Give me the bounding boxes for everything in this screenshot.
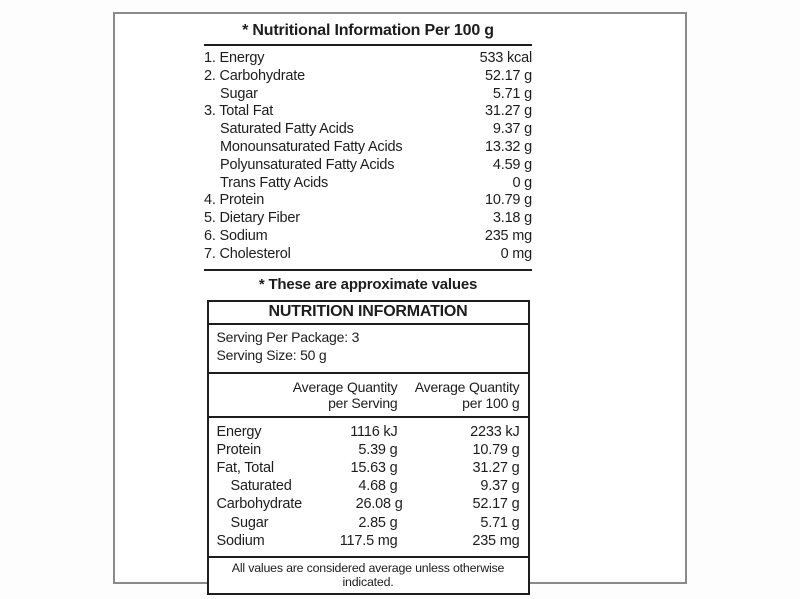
nutrient-name: 7. Cholesterol — [204, 245, 291, 262]
per-100g-value: 5.71 g — [480, 514, 520, 531]
nutrient-name: 6. Sodium — [204, 227, 268, 244]
per-100g-section — [204, 22, 532, 595]
nutrient-row — [204, 121, 532, 139]
per-100g-value: 235 mg — [472, 532, 520, 549]
table-row — [217, 532, 520, 550]
per-serving-value: 15.63 g — [350, 459, 398, 476]
nutrient-value: 52.17 g — [485, 67, 532, 84]
per-100g-title: * Nutritional Information Per 100 g — [204, 22, 532, 46]
serving-info — [209, 325, 528, 374]
nutrient-name: Trans Fatty Acids — [220, 174, 329, 191]
nutrition-information-panel — [207, 300, 530, 595]
nutrient-name: 5. Dietary Fiber — [204, 210, 300, 227]
per-serving-value: 5.39 g — [358, 441, 398, 458]
nutrient-row — [204, 157, 532, 175]
per-serving-value: 117.5 mg — [339, 532, 398, 549]
per-serving-value: 2.85 g — [358, 514, 398, 531]
nutrient-row — [204, 228, 532, 246]
row-label: Sugar — [230, 514, 269, 531]
per-serving-value: 4.68 g — [358, 478, 398, 495]
table-row — [217, 441, 520, 459]
table-row — [217, 495, 520, 513]
nutrient-name: 2. Carbohydrate — [204, 67, 305, 84]
col-header-line: per 100 g — [462, 394, 520, 411]
row-label: Fat, Total — [216, 459, 274, 476]
per-100g-value: 2233 kJ — [470, 423, 520, 440]
nutrient-value: 235 mg — [484, 227, 532, 244]
nutrient-row — [204, 103, 532, 121]
nutrient-row — [204, 192, 532, 210]
nutrition-table-body — [209, 418, 528, 556]
nutrient-name: Sugar — [220, 85, 258, 102]
column-header-spacer — [217, 379, 288, 411]
per-serving-value: 1116 kJ — [350, 423, 398, 440]
nutrient-row — [204, 68, 532, 86]
per-100g-value: 10.79 g — [472, 441, 520, 458]
nutrient-value: 533 kcal — [479, 50, 532, 66]
nutrient-name: Monounsaturated Fatty Acids — [220, 138, 403, 155]
approximate-values-note: * These are approximate values — [204, 269, 532, 297]
panel-title: NUTRITION INFORMATION — [209, 302, 528, 325]
nutrient-value: 4.59 g — [492, 156, 532, 173]
row-label: Saturated — [230, 478, 292, 495]
per-serving-value: 26.08 g — [355, 496, 403, 513]
nutrient-name: Saturated Fatty Acids — [220, 121, 354, 138]
row-label: Energy — [216, 423, 262, 440]
col-header-line: Average Quantity — [414, 378, 520, 395]
nutrient-value: 3.18 g — [492, 210, 532, 227]
average-values-disclaimer: All values are considered average unless otherwise indicated. — [209, 556, 528, 593]
nutrient-value: 10.79 g — [485, 192, 532, 209]
nutrient-row — [204, 50, 532, 68]
table-row — [217, 423, 520, 441]
nutrient-name: 4. Protein — [204, 192, 265, 209]
table-row — [217, 514, 520, 532]
table-row — [217, 459, 520, 477]
nutrient-value: 13.32 g — [485, 138, 532, 155]
nutrient-name: 3. Total Fat — [204, 103, 274, 120]
nutrient-row — [204, 246, 532, 264]
nutrient-value: 0 mg — [500, 245, 532, 262]
per-100g-value: 31.27 g — [472, 459, 520, 476]
col-header-per-100g — [398, 379, 520, 411]
row-label: Sodium — [216, 532, 265, 549]
nutrient-row — [204, 210, 532, 228]
per-100g-list — [204, 46, 532, 267]
per-100g-value: 9.37 g — [480, 478, 520, 495]
col-header-line: per Serving — [328, 394, 398, 411]
nutrient-name: 1. Energy — [204, 50, 265, 66]
nutrient-value: 0 g — [512, 174, 532, 191]
row-label: Carbohydrate — [216, 496, 302, 513]
nutrient-row — [204, 139, 532, 157]
col-header-line: Average Quantity — [292, 378, 398, 395]
per-100g-value: 52.17 g — [472, 496, 520, 513]
serving-per-package: Serving Per Package: 3 — [216, 328, 360, 345]
label-frame — [113, 12, 687, 589]
row-label: Protein — [216, 441, 262, 458]
nutrient-row — [204, 86, 532, 104]
nutrient-value: 9.37 g — [492, 121, 532, 138]
nutrient-value: 5.71 g — [492, 85, 532, 102]
nutrient-row — [204, 175, 532, 193]
col-header-per-serving — [288, 379, 398, 411]
serving-size: Serving Size: 50 g — [216, 346, 327, 363]
table-row — [217, 477, 520, 495]
nutrient-value: 31.27 g — [485, 103, 532, 120]
nutrient-name: Polyunsaturated Fatty Acids — [220, 156, 395, 173]
table-column-headers — [209, 374, 528, 418]
